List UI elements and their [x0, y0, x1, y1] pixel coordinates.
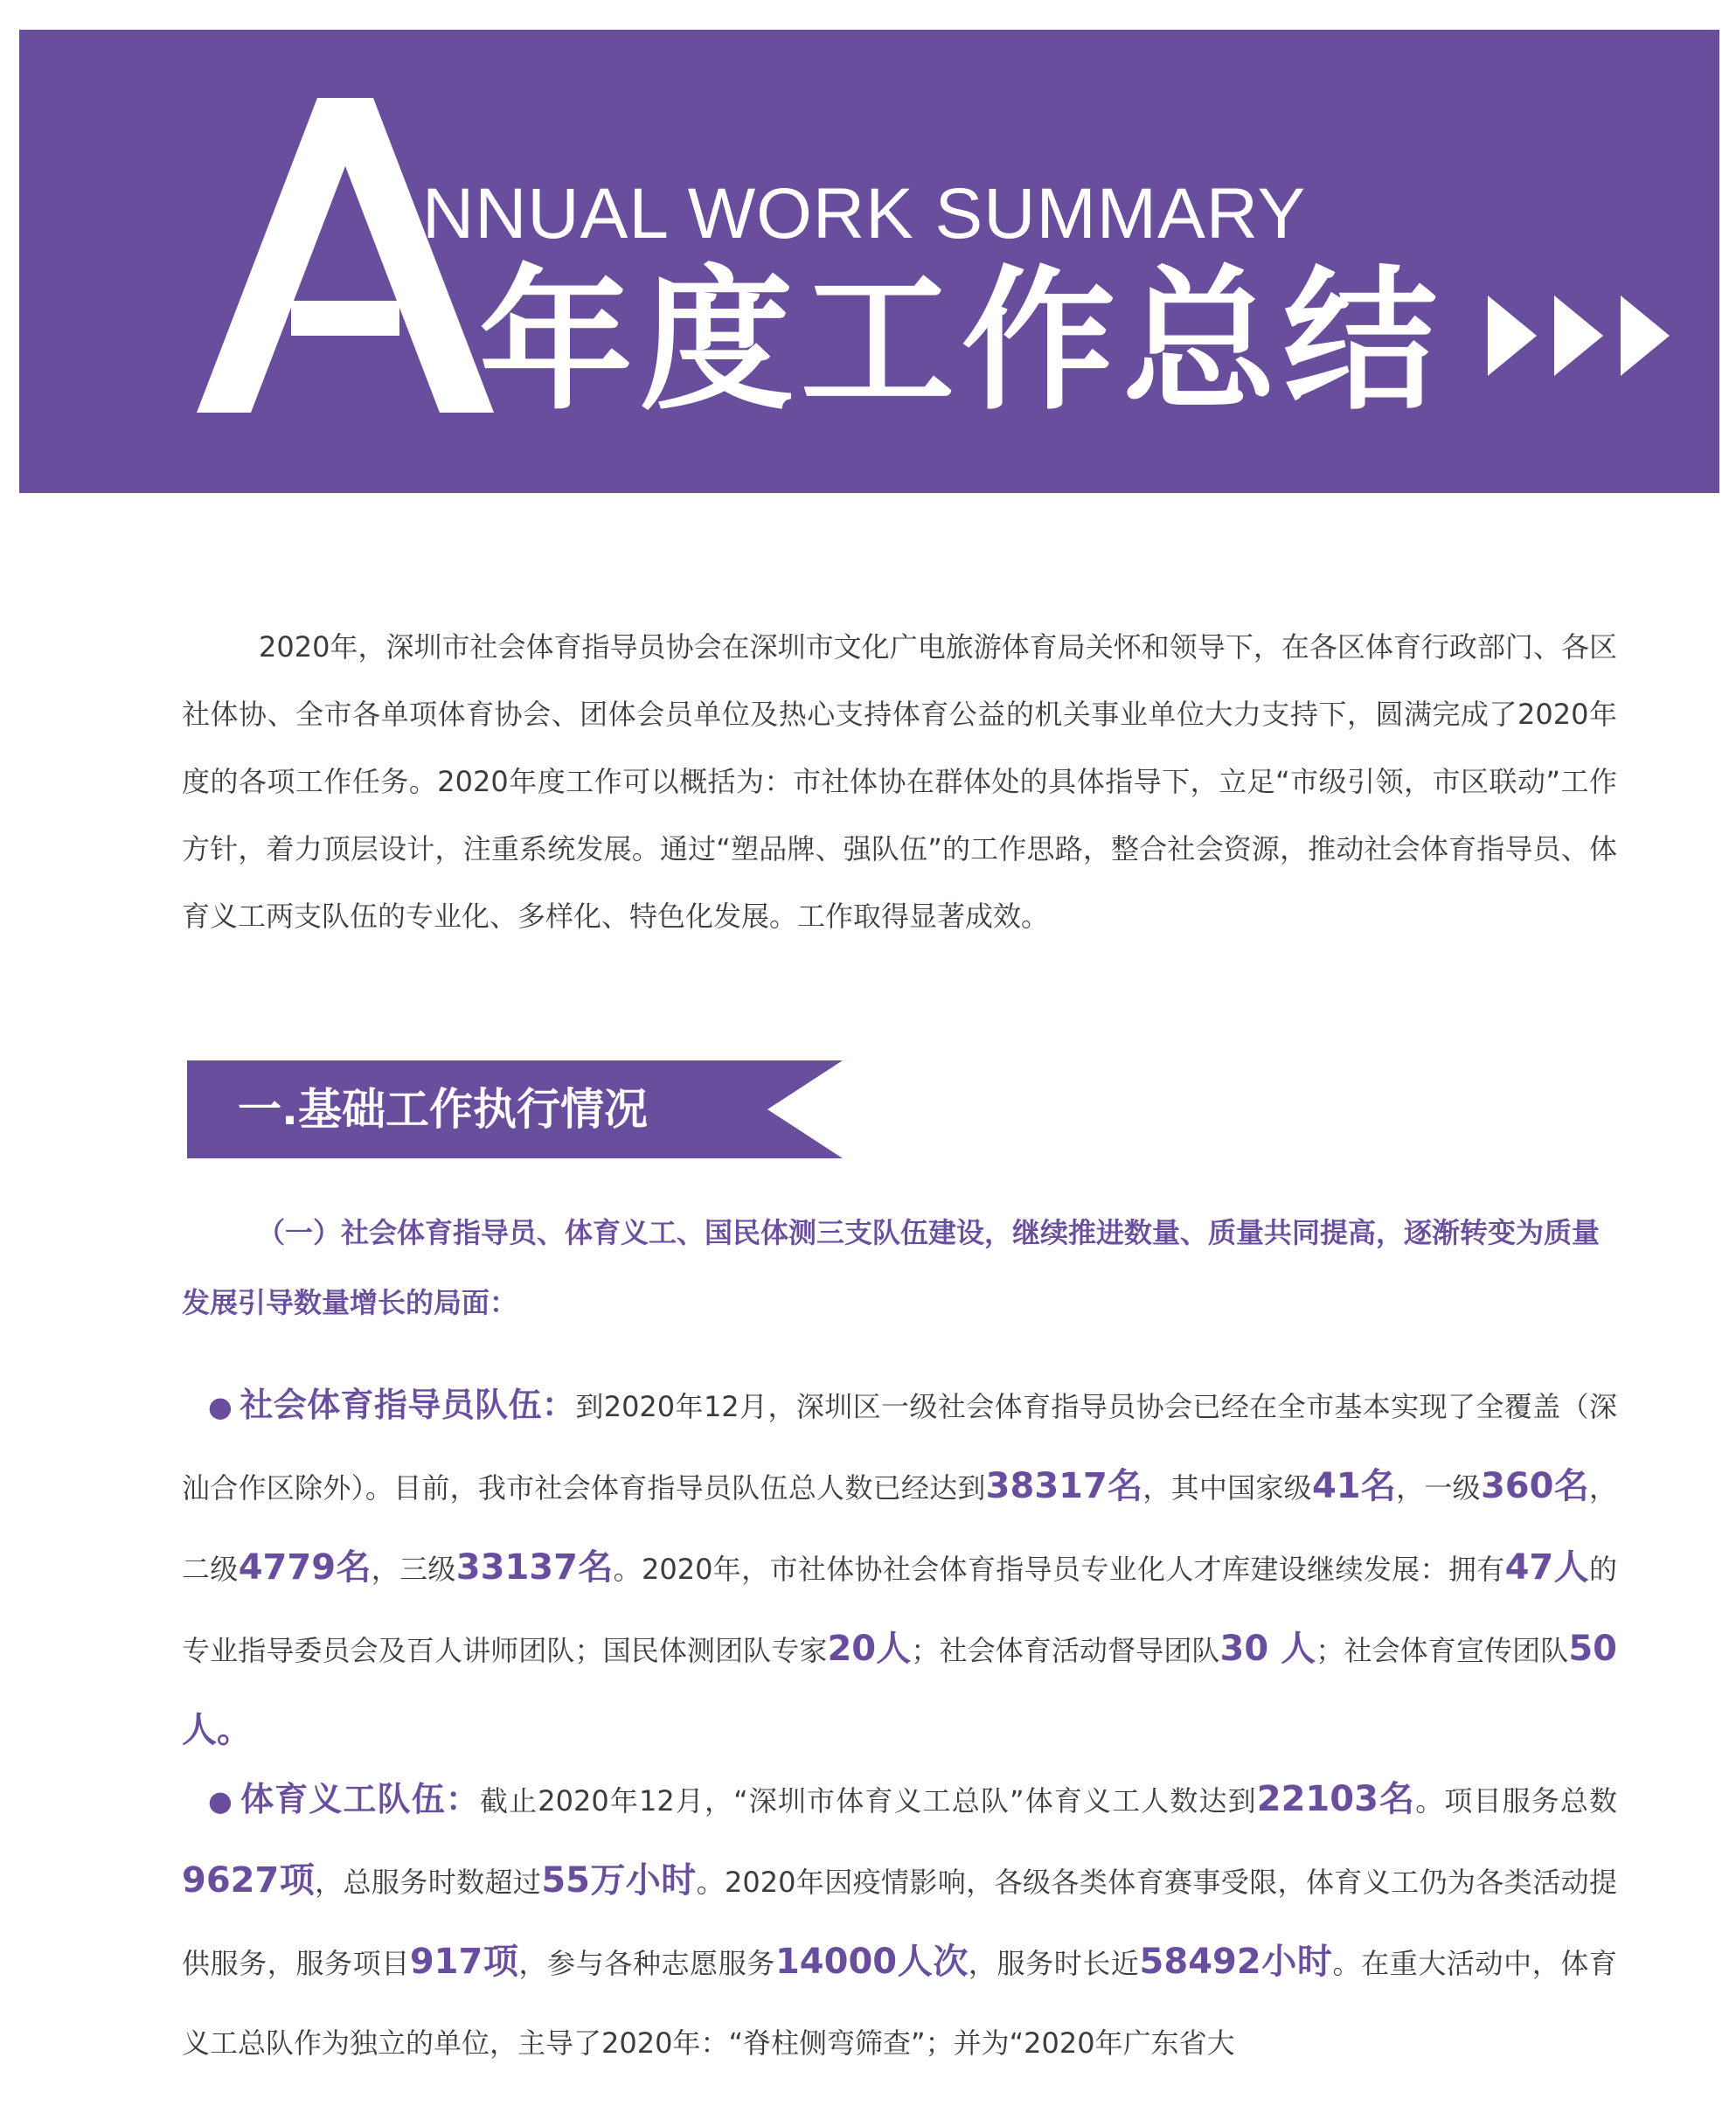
volunteers-lead: 体育义工队伍： [240, 1780, 480, 1818]
highlight-number: 360名 [1480, 1466, 1589, 1506]
instructors-lead: 社会体育指导员队伍： [240, 1386, 576, 1424]
subsection-heading: （一）社会体育指导员、体育义工、国民体测三支队伍建设，继续推进数量、质量共同提高，逐渐转变为质量发展引导数量增长的局面： [182, 1216, 1601, 1319]
highlight-number: 41名 [1311, 1466, 1397, 1506]
highlight-number: 47人 [1504, 1547, 1589, 1588]
paragraph-instructors: ● 社会体育指导员队伍：到2020年12月，深圳区一级社会体育指导员协会已经在全市基本实现了全覆盖（深汕合作区除外）。目前，我市社会体育指导员队伍总人数已经达到38317名，其中国家级41名，一级360名，二级4779名，三级33137名。2020年，市社体协社会体育指导员专业化人才库建设继续发展：拥有47人的专业指导委员会及百人讲师团队；国民体测团队专家20人；社会体育活动督导团队30 人；社会体育宣传团队50人。 [182, 1386, 1617, 1750]
highlight-number: 55万小时 [541, 1860, 697, 1901]
highlight-number: 33137名 [455, 1547, 614, 1588]
highlight-number: 58492小时 [1139, 1942, 1333, 1982]
highlight-number: 30 人 [1219, 1629, 1316, 1669]
banner-english-title: NNUAL WORK SUMMARY [422, 174, 1307, 254]
highlight-number: 9627项 [182, 1860, 316, 1901]
highlight-number: 14000人次 [774, 1942, 969, 1982]
highlight-number: 4779名 [238, 1547, 372, 1588]
triple-arrow-icon [1488, 295, 1670, 376]
section-title: 一.基础工作执行情况 [238, 1084, 648, 1135]
bullet-icon: ● [208, 1784, 234, 1818]
highlight-number: 50人 [182, 1629, 1617, 1750]
highlight-number: 38317名 [985, 1466, 1143, 1506]
big-letter-a-graphic [197, 98, 494, 413]
highlight-number: 22103名 [1256, 1779, 1416, 1819]
highlight-number: 20人 [827, 1629, 912, 1669]
intro-paragraph: 2020年，深圳市社会体育指导员协会在深圳市文化广电旅游体育局关怀和领导下，在各区体育行政部门、各区社体协、全市各单项体育协会、团体会员单位及热心支持体育公益的机关事业单位大力支持下，圆满完成了2020年度的各项工作任务。2020年度工作可以概括为：市社体协在群体处的具体指导下，立足“市级引领，市区联动”工作方针，着力顶层设计，注重系统发展。通过“塑品牌、强队伍”的工作思路，整合社会资源，推动社会体育指导员、体育义工两支队伍的专业化、多样化、特色化发展。工作取得显著成效。 [182, 630, 1617, 933]
highlight-number: 917项 [409, 1942, 519, 1982]
paragraph-volunteers: ● 体育义工队伍：截止2020年12月，“深圳市体育义工总队”体育义工人数达到22103名。项目服务总数9627项，总服务时数超过55万小时。2020年因疫情影响，各级各类体育赛事受限，体育义工仍为各类活动提供服务，服务项目917项，参与各种志愿服务14000人次，服务时长近58492小时。在重大活动中，体育义工总队作为独立的单位，主导了2020年：“脊柱侧弯筛查”；并为“2020年广东省大 [182, 1779, 1617, 2060]
bullet-icon: ● [208, 1390, 233, 1423]
banner-chinese-title: 年度工作总结 [479, 252, 1445, 431]
